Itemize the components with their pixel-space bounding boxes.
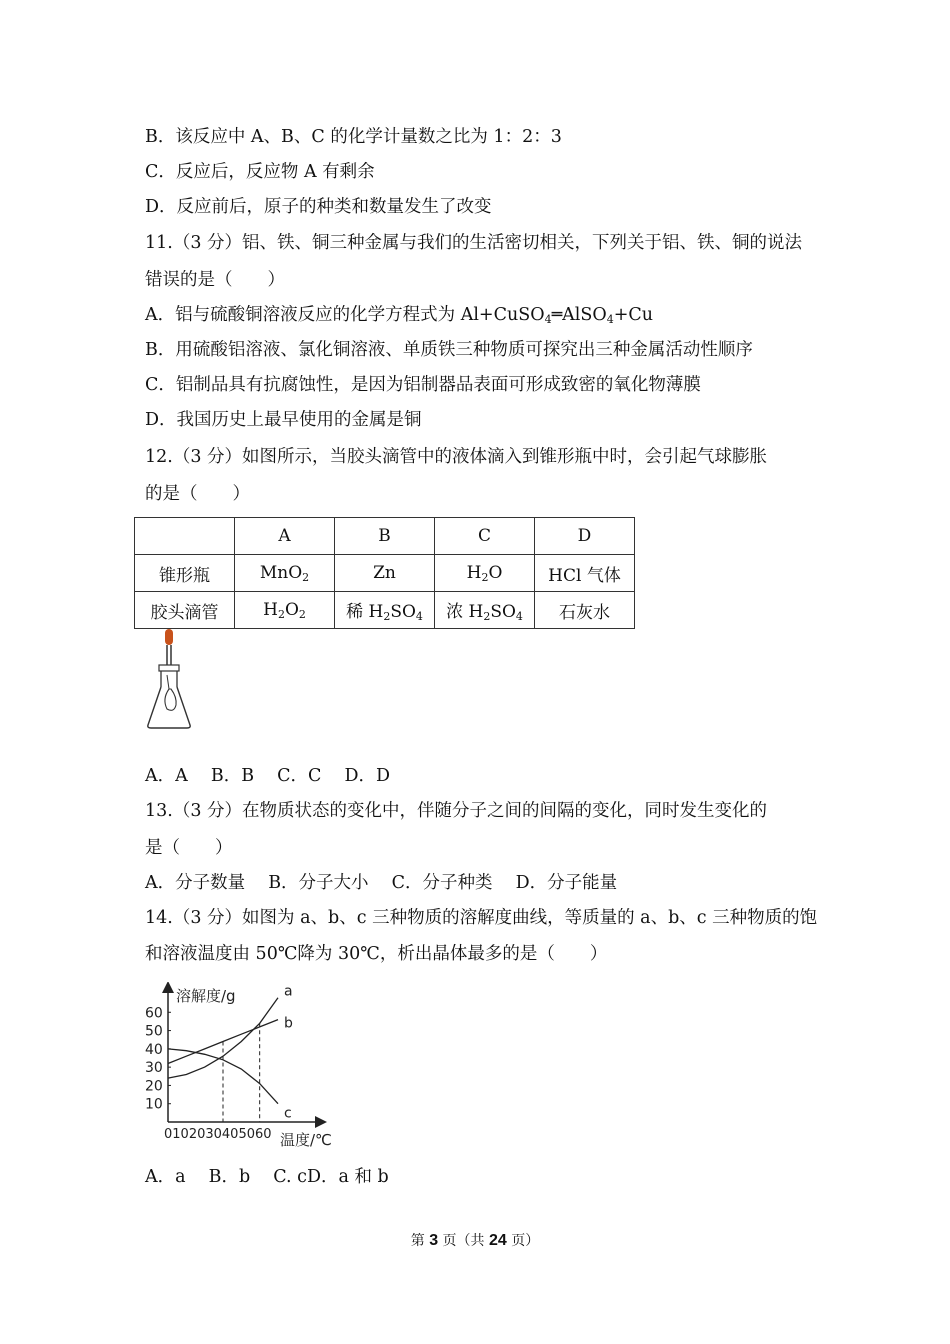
y-tick-label: 50 bbox=[145, 1023, 163, 1040]
table-header-b: B bbox=[335, 518, 435, 555]
row-label-flask: 锥形瓶 bbox=[135, 555, 235, 592]
page-footer: 第 3 页（共 24 页） bbox=[410, 1232, 540, 1249]
table-cell: 浓 $H_2SO_4$ bbox=[435, 592, 535, 629]
dropper-bulb-icon bbox=[165, 629, 173, 645]
balloon-icon bbox=[165, 689, 176, 710]
series-label-b: b bbox=[284, 1015, 293, 1032]
table-header-a: A bbox=[235, 518, 335, 555]
flask-dropper-illustration bbox=[140, 627, 200, 737]
table-cell: Zn bbox=[335, 555, 435, 592]
x-axis-label: 温度/℃ bbox=[280, 1131, 332, 1149]
stopper-icon bbox=[159, 665, 179, 671]
y-tick-label: 10 bbox=[145, 1096, 163, 1113]
y-tick-label: 40 bbox=[145, 1041, 163, 1058]
y-tick-label: 30 bbox=[145, 1060, 163, 1077]
q11-stem-line-2: 错误的是（ ） bbox=[145, 270, 285, 290]
x-tick-labels: 0102030405060 bbox=[164, 1127, 272, 1142]
table-cell: HCl 气体 bbox=[535, 555, 635, 592]
table-header-d: D bbox=[535, 518, 635, 555]
q11-option-c: C．铝制品具有抗腐蚀性，是因为铝制器品表面可形成致密的氧化物薄膜 bbox=[145, 375, 701, 395]
table-row bbox=[135, 518, 635, 555]
q13-stem-line-2: 是（ ） bbox=[145, 838, 233, 858]
q14-options: A．a B．b C. cD．a 和 b bbox=[145, 1167, 389, 1187]
q11-stem-line-1: 11.（3 分）铝、铁、铜三种金属与我们的生活密切相关，下列关于铝、铁、铜的说法 bbox=[145, 233, 803, 253]
q10-option-c: C．反应后，反应物 A 有剩余 bbox=[145, 162, 375, 182]
series-label-a: a bbox=[284, 983, 293, 1000]
q13-options: A．分子数量 B．分子大小 C．分子种类 D．分子能量 bbox=[145, 873, 618, 893]
q13-stem-line-1: 13.（3 分）在物质状态的变化中，伴随分子之间的间隔的变化，同时发生变化的 bbox=[145, 801, 768, 821]
table-cell: $H_2O_2$ bbox=[235, 592, 335, 629]
table-cell bbox=[135, 518, 235, 555]
q10-option-d: D．反应前后，原子的种类和数量发生了改变 bbox=[145, 197, 492, 217]
table-row bbox=[135, 555, 635, 592]
series-label-c: c bbox=[284, 1105, 292, 1122]
y-tick-label: 60 bbox=[145, 1005, 163, 1022]
q12-options: A．A B．B C．C D．D bbox=[145, 766, 391, 786]
q12-stem-line-1: 12.（3 分）如图所示，当胶头滴管中的液体滴入到锥形瓶中时，会引起气球膨胀 bbox=[145, 447, 768, 467]
q11-option-a: A．铝与硫酸铜溶液反应的化学方程式为 Al+CuSO$_4$═AlSO$_4$+Cu bbox=[145, 305, 654, 326]
y-axis-label: 溶解度/g bbox=[176, 987, 236, 1005]
q11-option-b: B．用硫酸铝溶液、氯化铜溶液、单质铁三种物质可探究出三种金属活动性顺序 bbox=[145, 340, 753, 360]
solubility-chart bbox=[142, 982, 352, 1152]
y-tick-label: 20 bbox=[145, 1078, 163, 1095]
flask-icon bbox=[148, 687, 190, 728]
table-cell: 石灰水 bbox=[535, 592, 635, 629]
table-header-c: C bbox=[435, 518, 535, 555]
table-cell: MnO$_2$ bbox=[235, 555, 335, 592]
q12-stem-line-2: 的是（ ） bbox=[145, 484, 250, 504]
q14-stem-line-2: 和溶液温度由 50℃降为 30℃，析出晶体最多的是（ ） bbox=[145, 944, 608, 964]
q11-option-d: D．我国历史上最早使用的金属是铜 bbox=[145, 410, 422, 430]
q12-table bbox=[134, 517, 635, 629]
row-label-dropper: 胶头滴管 bbox=[135, 592, 235, 629]
table-cell: $H_2O$ bbox=[435, 555, 535, 592]
q10-option-b: B．该反应中 A、B、C 的化学计量数之比为 1：2：3 bbox=[145, 127, 562, 147]
q14-stem-line-1: 14.（3 分）如图为 a、b、c 三种物质的溶解度曲线，等质量的 a、b、c 三种物质的饱 bbox=[145, 908, 818, 928]
table-cell: 稀 $H_2SO_4$ bbox=[335, 592, 435, 629]
table-row bbox=[135, 592, 635, 629]
